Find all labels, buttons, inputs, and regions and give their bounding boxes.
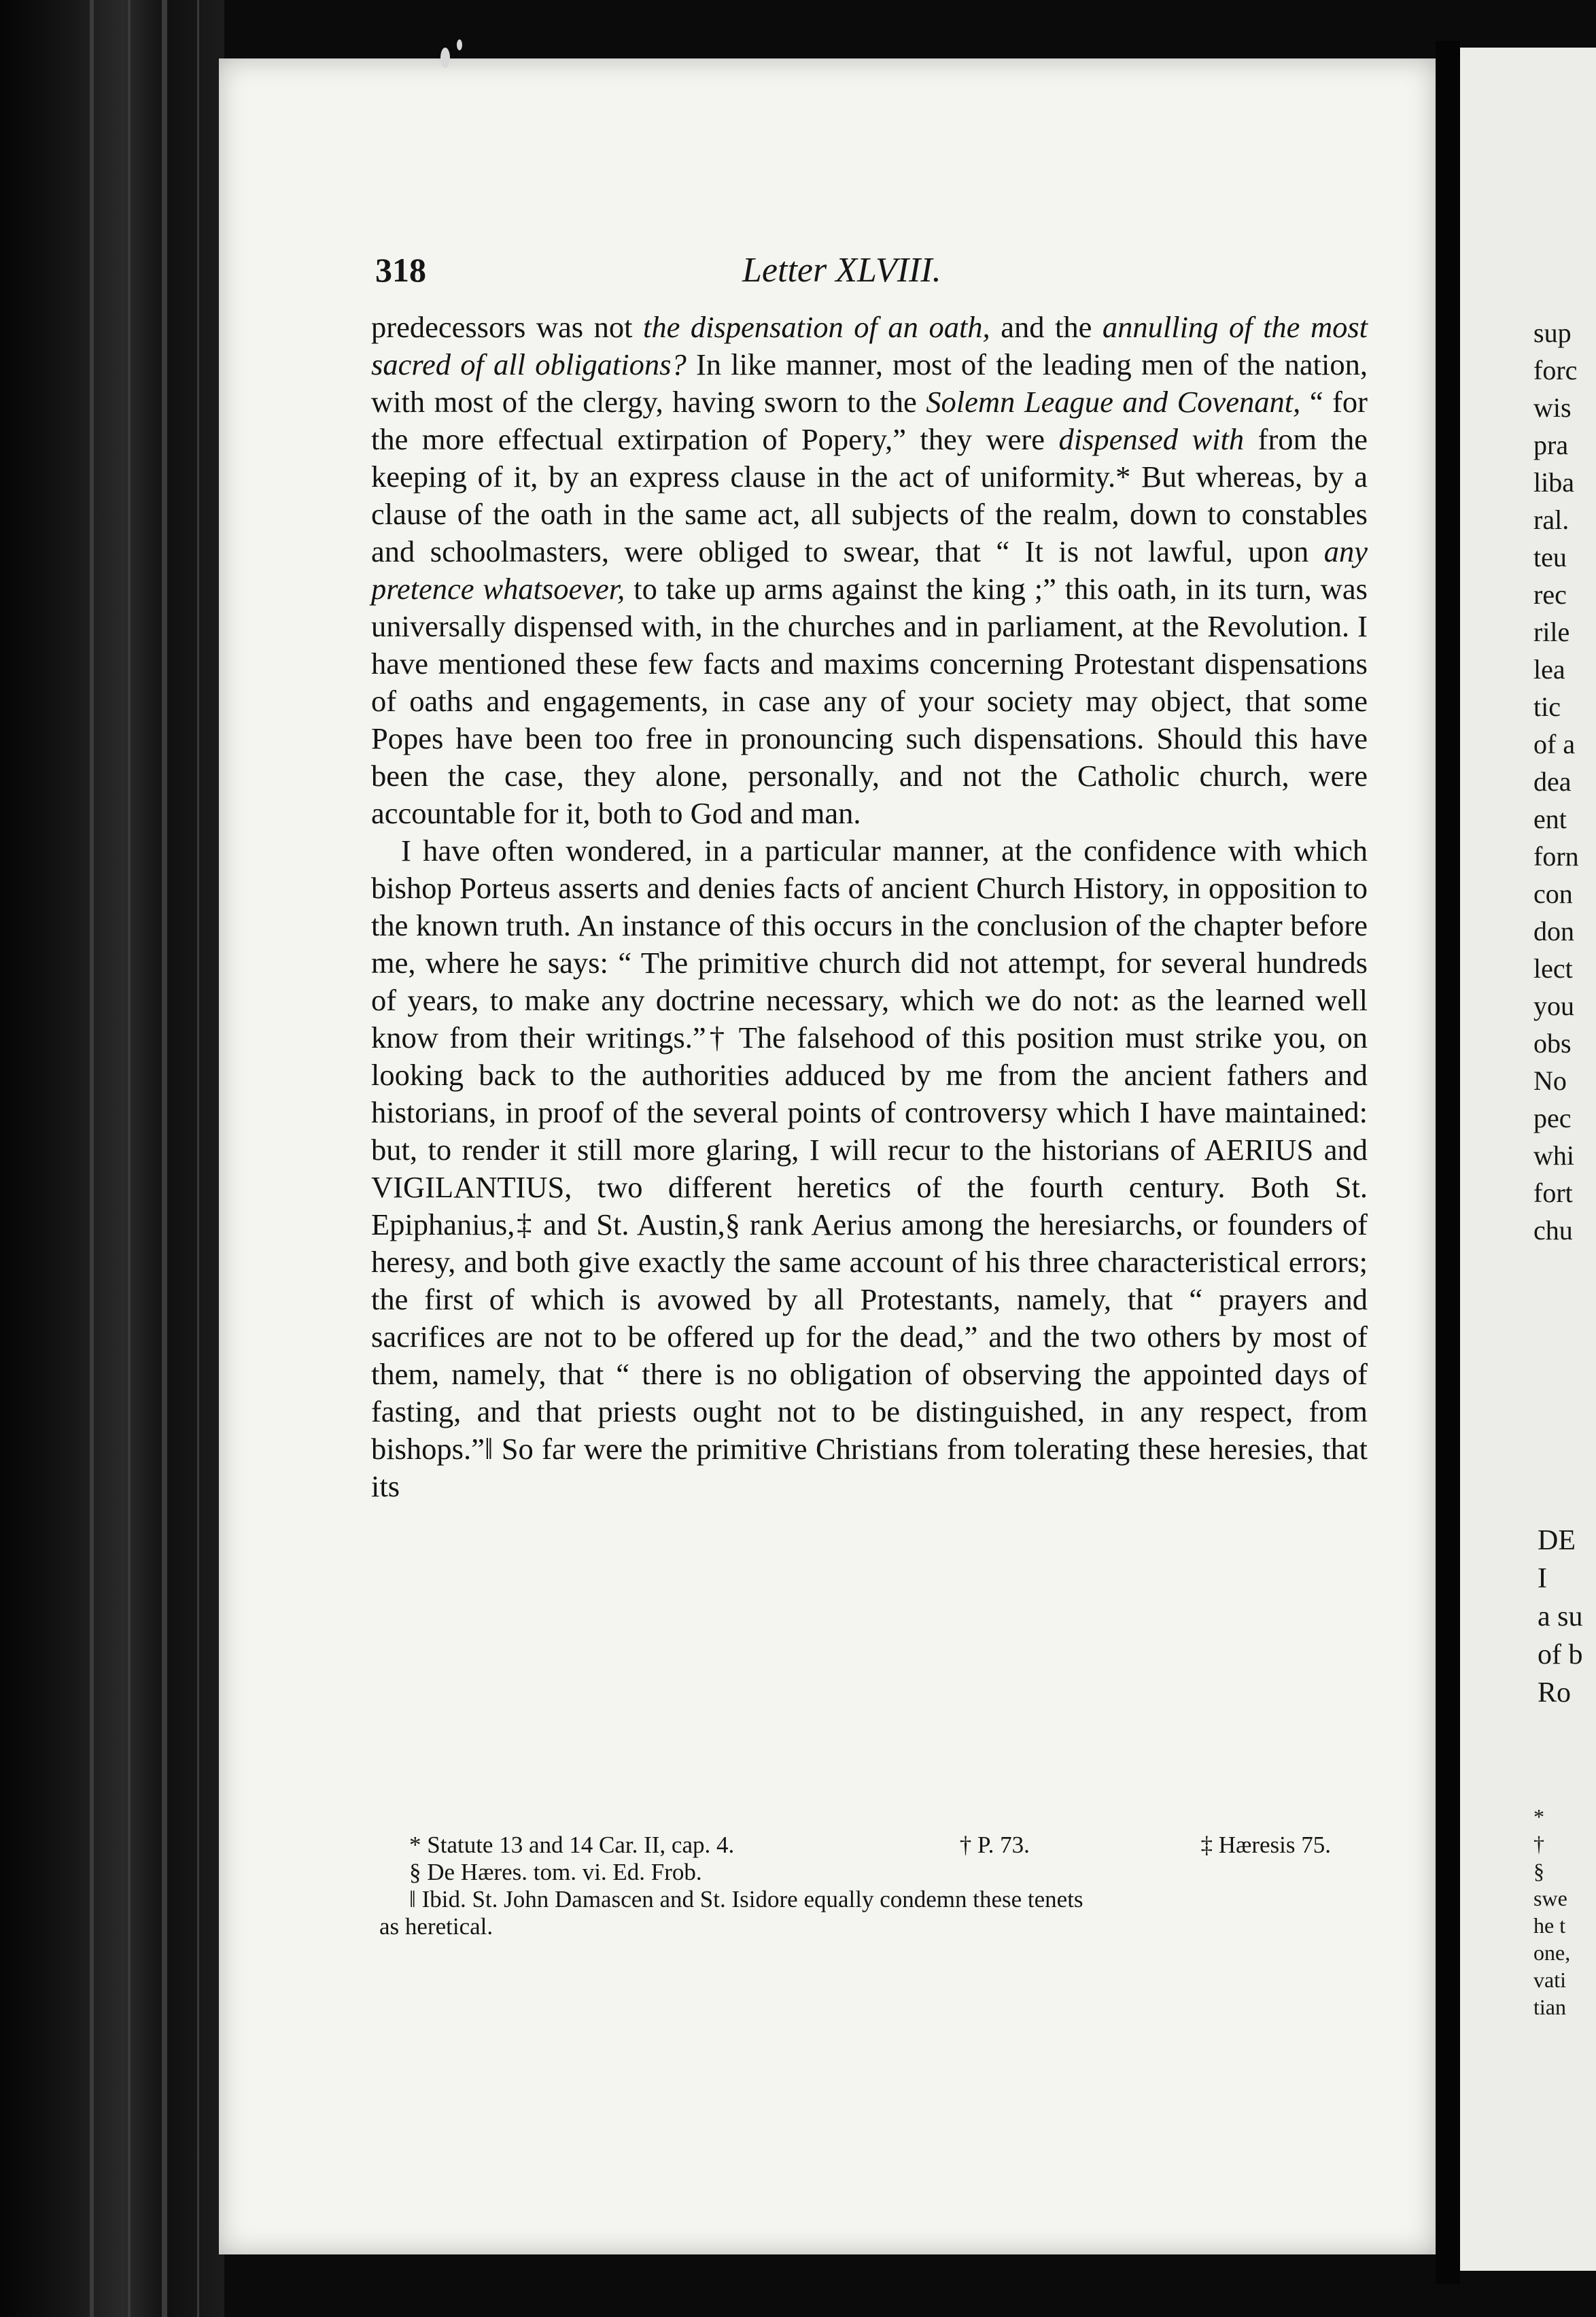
page-header [375, 250, 1362, 299]
facing-page-line: lea [1533, 654, 1565, 685]
facing-page-line: rec [1533, 579, 1567, 610]
italic-run: the dispensation of an oath, [642, 310, 990, 344]
footnote-de-haeres: § De Hæres. tom. vi. Ed. Frob. [409, 1859, 702, 1885]
facing-page-line: whi [1533, 1140, 1574, 1171]
facing-page-notes [1533, 1803, 1596, 2021]
facing-page-line: vati [1533, 1968, 1566, 1992]
text-run: predecessors was not [371, 310, 643, 344]
italic-run: dispensed with [1058, 422, 1245, 456]
footnote-ibid: ‖ Ibid. St. John Damascen and St. Isidore equally condemn these tenets [409, 1886, 1083, 1912]
scan-speck [440, 48, 450, 68]
facing-page-line: forc [1533, 355, 1578, 385]
facing-page-line: liba [1533, 467, 1574, 498]
facing-page-line: Ro [1538, 1677, 1572, 1709]
footnote-page: † P. 73. [959, 1832, 1030, 1858]
facing-page-line: sup [1533, 317, 1572, 348]
facing-page-line: † [1533, 1832, 1544, 1856]
running-title: Letter XLVIII. [742, 251, 941, 290]
facing-page-line: No [1533, 1065, 1567, 1096]
facing-page-line: I [1538, 1563, 1547, 1594]
facing-page-text-top [1533, 314, 1596, 1249]
facing-page-line: lect [1533, 953, 1573, 984]
italic-run: annulling of the most sacred of all obligations? [371, 310, 1368, 381]
scan-speck [457, 39, 462, 50]
facing-page-line: * [1533, 1804, 1544, 1829]
book-gutter [0, 0, 224, 2317]
facing-page-line: forn [1533, 841, 1579, 872]
text-run: “ for the more effectual extirpation of Popery,” they were [371, 385, 1368, 456]
facing-page-line: pec [1533, 1103, 1572, 1133]
page-divider [1436, 41, 1460, 2284]
facing-page-line: rile [1533, 617, 1570, 647]
facing-page-line: teu [1533, 542, 1567, 572]
facing-page-line: tic [1533, 691, 1561, 722]
body-text [371, 309, 1368, 1505]
facing-page-line: obs [1533, 1028, 1572, 1059]
text-run: from the keeping of it, by an express clause in the act of uniformity.* But whereas, by a clause of the oath in the same act, all subjects of the realm, down to constables and schoolmasters, were obliged to swear, that “ It is not lawful, upon [371, 422, 1368, 568]
facing-page-line: fort [1533, 1178, 1573, 1208]
facing-page-line: of b [1538, 1639, 1583, 1670]
facing-page-line: one, [1533, 1940, 1571, 1965]
facing-page-line: chu [1533, 1215, 1573, 1246]
footnote-row [379, 1832, 1372, 1859]
paragraph [371, 309, 1368, 832]
facing-page-line: you [1533, 991, 1574, 1021]
facing-page-line: DE [1538, 1525, 1576, 1556]
facing-page-line: wis [1533, 392, 1572, 423]
footnote-continuation: as heretical. [379, 1913, 493, 1940]
italic-run: any pretence whatsoever, [371, 534, 1368, 606]
page-number: 318 [375, 251, 426, 289]
paragraph [371, 832, 1368, 1505]
facing-page-line: he t [1533, 1913, 1566, 1938]
text-run: to take up arms against the king ;” this oath, in its turn, was universally dispensed with, in the churches and in parliament, at the Revolution. I have mentioned these few facts and maxims concerning Protestant dispensations of oaths and engagements, in case any of your society may object, that some Popes have been too free in pronouncing such dispensations. Should this have been the case, they alone, personally, and not the Catholic church, were accountable for it, both to God and man. [371, 572, 1368, 830]
facing-page-text-lower [1538, 1522, 1596, 1712]
footnotes [379, 1832, 1372, 1940]
italic-run: Solemn League and Covenant, [926, 385, 1301, 419]
facing-page-line: tian [1533, 1995, 1566, 2019]
facing-page-line: of a [1533, 729, 1576, 759]
facing-page-line: swe [1533, 1886, 1567, 1910]
facing-page-line: dea [1533, 766, 1572, 797]
facing-page-line: ral. [1533, 504, 1569, 535]
facing-page-line: § [1533, 1859, 1544, 1883]
text-run: In like manner, most of the leading men of the nation, with most of the clergy, having sworn to the [371, 347, 1368, 419]
footnote-statute: * Statute 13 and 14 Car. II, cap. 4. [409, 1832, 735, 1858]
facing-page-line: don [1533, 916, 1574, 946]
facing-page-line: pra [1533, 430, 1569, 460]
footnote-haeresis: ‡ Hæresis 75. [1200, 1832, 1331, 1858]
text-run: and the [990, 310, 1103, 344]
facing-page-line: a su [1538, 1601, 1583, 1632]
text-run: I have often wondered, in a particular manner, at the confidence with which bishop Porteus asserts and denies facts of ancient Church History, in opposition to the known truth. An instance of this occurs in the conclusion of the chapter before me, where he says: “ The primitive church did not attempt, for several hundreds of years, to make any doctrine necessary, which we do not: as the learned well know from their writings.”† The falsehood of this position must strike you, on looking back to the authorities adduced by me from the ancient fathers and historians, in proof of the several points of controversy which I have maintained: but, to render it still more glaring, I will recur to the historians of AERIUS and VIGILANTIUS, two different heretics of the fourth century. Both St. Epiphanius,‡ and St. Austin,§ rank Aerius among the heresiarchs, or founders of heresy, and both give exactly the same account of his three characteristical errors; the first of which is avowed by all Protestants, namely, that “ prayers and sacrifices are not to be offered up for the dead,” and the two others by most of them, namely, that “ there is no obligation of observing the appointed days of fasting, and that priests ought not to be distinguished, in any respect, from bishops.”‖ So far were the primitive Christians from tolerating these heresies, that its [371, 834, 1368, 1503]
facing-page-line: ent [1533, 804, 1567, 834]
facing-page-line: con [1533, 878, 1573, 909]
